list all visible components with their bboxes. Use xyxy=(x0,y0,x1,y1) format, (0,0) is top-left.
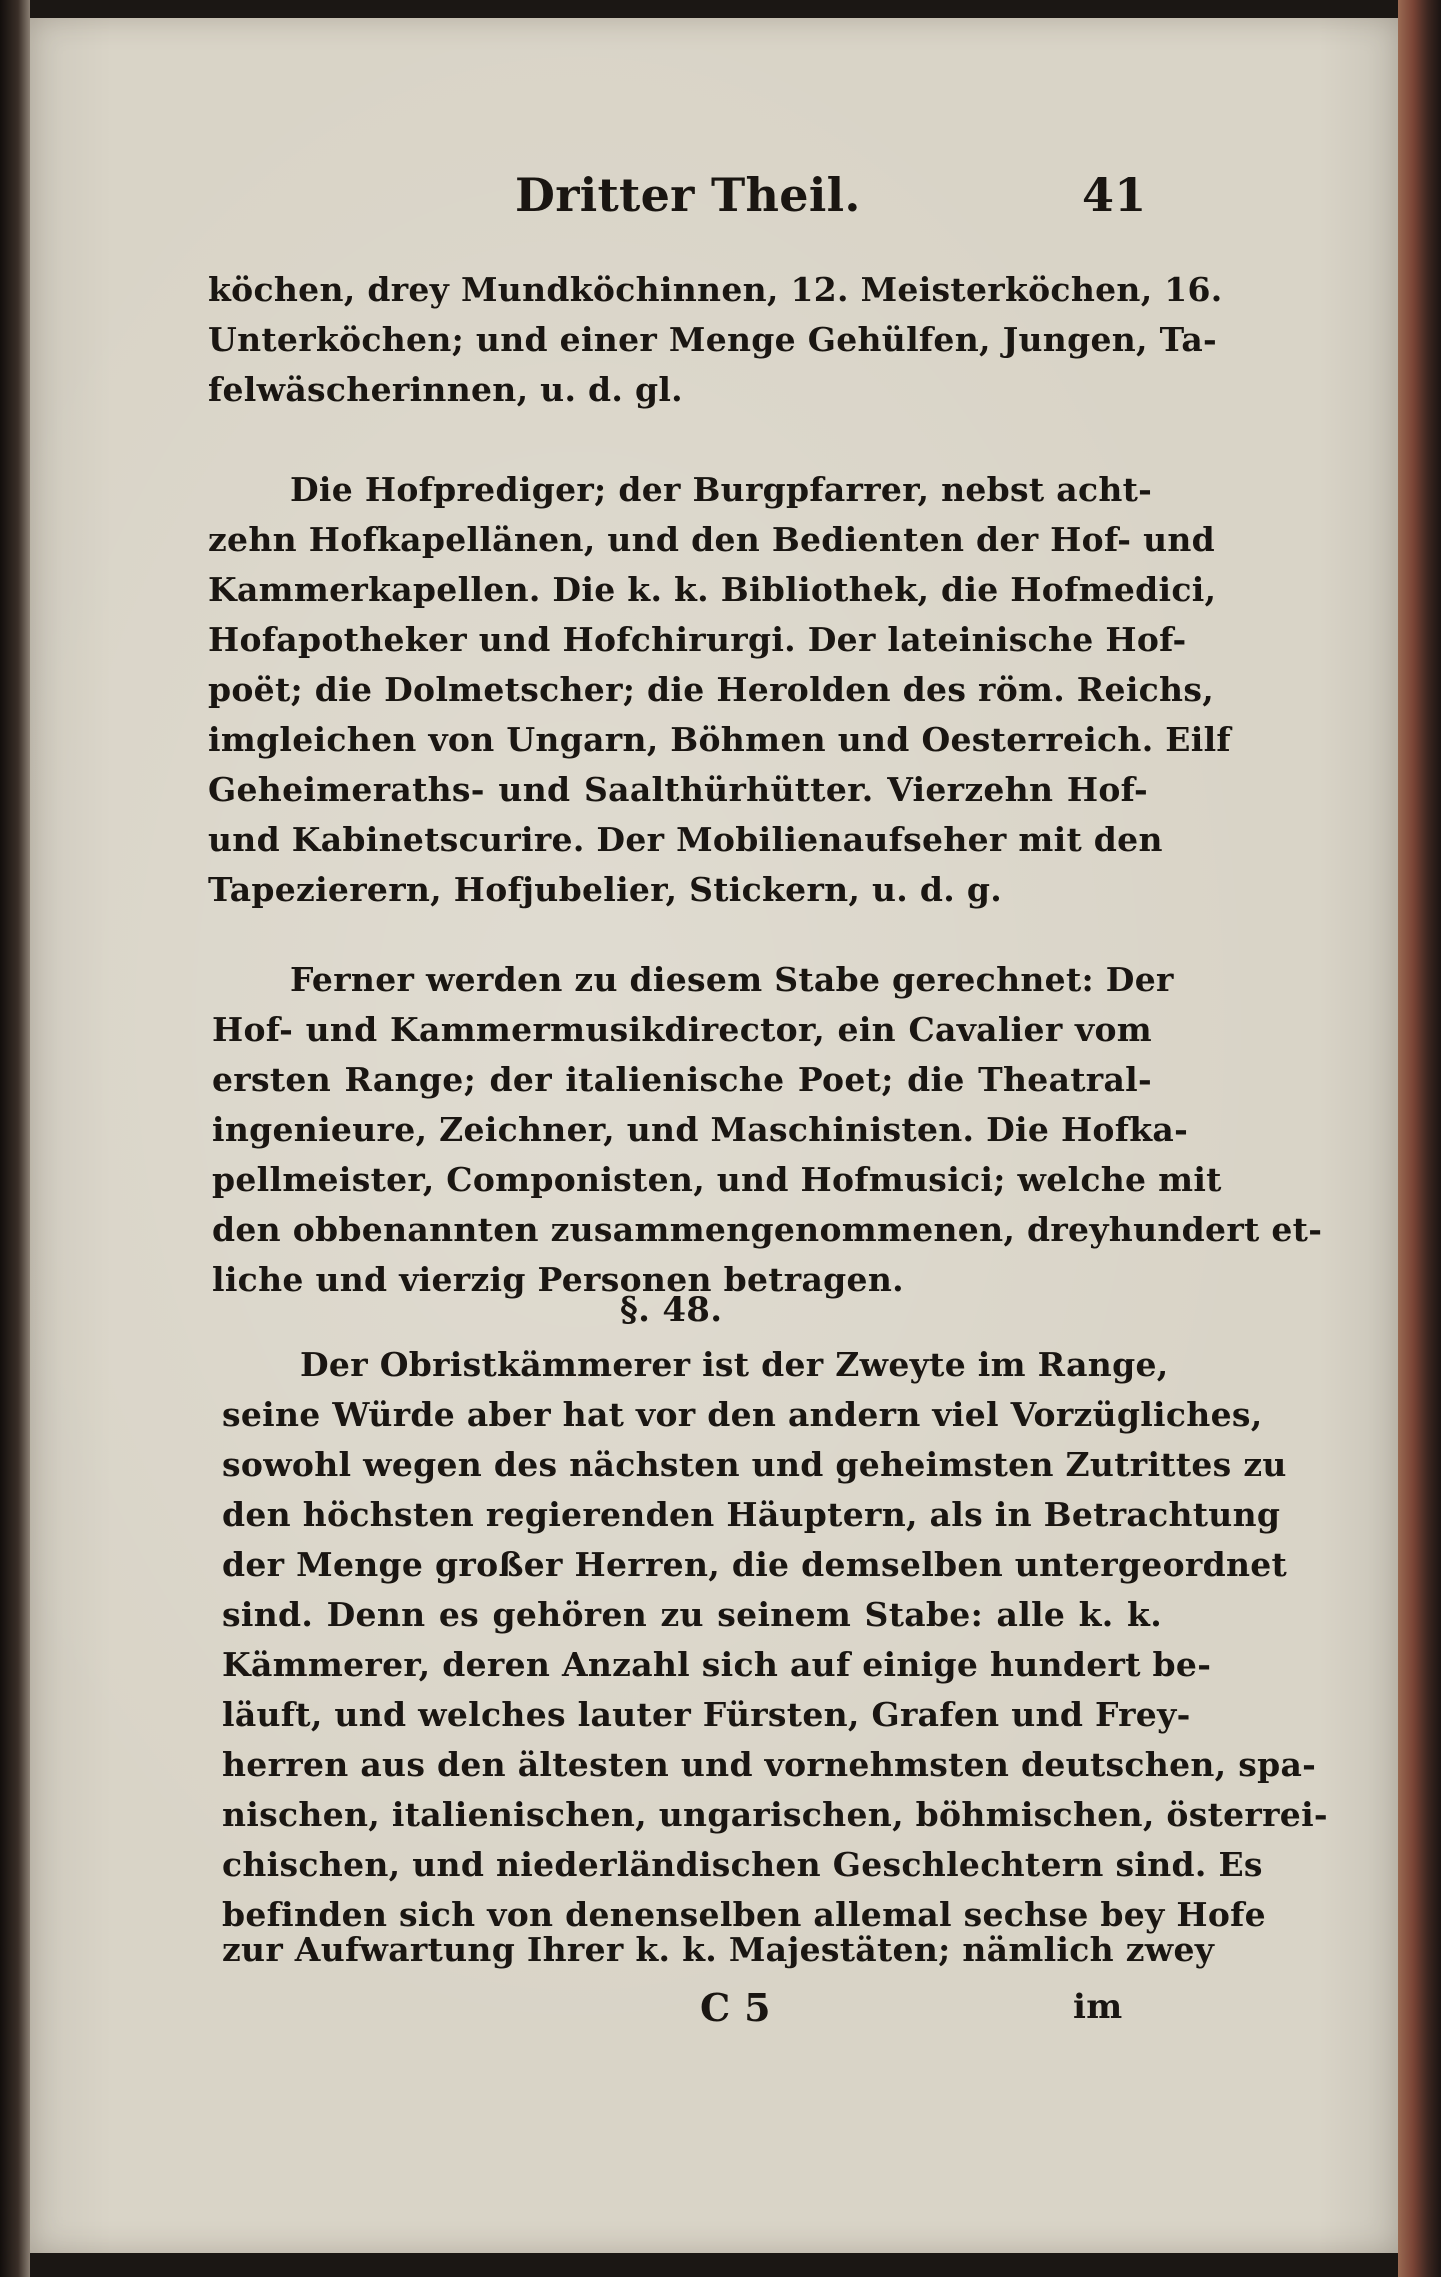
text-line: Geheimeraths- und Saalthürhütter. Vierzehn Hof- xyxy=(208,770,1148,809)
text-line: Kämmerer, deren Anzahl sich auf einige hundert be- xyxy=(222,1645,1212,1684)
text-line: zehn Hofkapellänen, und den Bedienten der Hof- und xyxy=(208,520,1216,559)
text-line: Der Obristkämmerer ist der Zweyte im Range, xyxy=(300,1345,1169,1384)
text-line: zur Aufwartung Ihrer k. k. Majestäten; nämlich zwey xyxy=(222,1930,1215,1969)
text-line: liche und vierzig Personen betragen. xyxy=(212,1260,904,1299)
text-line: pellmeister, Componisten, und Hofmusici; welche mit xyxy=(212,1160,1222,1199)
text-line: ersten Range; der italienische Poet; die Theatral- xyxy=(212,1060,1152,1099)
text-line: sowohl wegen des nächsten und geheimsten Zutrittes zu xyxy=(222,1445,1287,1484)
text-line: imgleichen von Ungarn, Böhmen und Oesterreich. Eilf xyxy=(208,720,1231,759)
text-line: köchen, drey Mundköchinnen, 12. Meisterköchen, 16. xyxy=(208,270,1223,309)
text-line: sind. Denn es gehören zu seinem Stabe: alle k. k. xyxy=(222,1595,1162,1634)
text-line: chischen, und niederländischen Geschlechtern sind. Es xyxy=(222,1845,1263,1884)
text-line: der Menge großer Herren, die demselben untergeordnet xyxy=(222,1545,1288,1584)
catchword: im xyxy=(1073,1987,1123,2027)
text-line: Hofapotheker und Hofchirurgi. Der lateinische Hof- xyxy=(208,620,1187,659)
text-line: felwäscherinnen, u. d. gl. xyxy=(208,370,683,409)
text-line: Die Hofprediger; der Burgpfarrer, nebst acht- xyxy=(290,470,1153,509)
text-line: nischen, italienischen, ungarischen, böhmischen, österrei- xyxy=(222,1795,1328,1834)
text-line: poët; die Dolmetscher; die Herolden des röm. Reichs, xyxy=(208,670,1215,709)
text-line: seine Würde aber hat vor den andern viel Vorzügliches, xyxy=(222,1395,1263,1434)
text-line: ingenieure, Zeichner, und Maschinisten. Die Hofka- xyxy=(212,1110,1189,1149)
page-number: 41 xyxy=(1082,168,1147,222)
signature-mark: C 5 xyxy=(700,1985,771,2030)
page-edge xyxy=(1398,0,1441,2277)
text-line: Unterköchen; und einer Menge Gehülfen, Jungen, Ta- xyxy=(208,320,1218,359)
text-line: den obbenannten zusammengenommenen, dreyhundert et- xyxy=(212,1210,1323,1249)
text-line: befinden sich von denenselben allemal sechse bey Hofe xyxy=(222,1895,1266,1934)
text-line: Tapezierern, Hofjubelier, Stickern, u. d. g. xyxy=(208,870,1002,909)
text-line: läuft, und welches lauter Fürsten, Grafen und Frey- xyxy=(222,1695,1191,1734)
text-line: den höchsten regierenden Häuptern, als in Betrachtung xyxy=(222,1495,1281,1534)
text-line: und Kabinetscurire. Der Mobilienaufseher mit den xyxy=(208,820,1163,859)
running-head-title: Dritter Theil. xyxy=(515,168,861,222)
section-heading: §. 48. xyxy=(620,1290,723,1330)
text-line: Kammerkapellen. Die k. k. Bibliothek, die Hofmedici, xyxy=(208,570,1217,609)
binding-edge xyxy=(0,0,30,2277)
text-line: Ferner werden zu diesem Stabe gerechnet: Der xyxy=(290,960,1174,999)
text-line: Hof- und Kammermusikdirector, ein Cavalier vom xyxy=(212,1010,1152,1049)
text-line: herren aus den ältesten und vornehmsten deutschen, spa- xyxy=(222,1745,1317,1784)
